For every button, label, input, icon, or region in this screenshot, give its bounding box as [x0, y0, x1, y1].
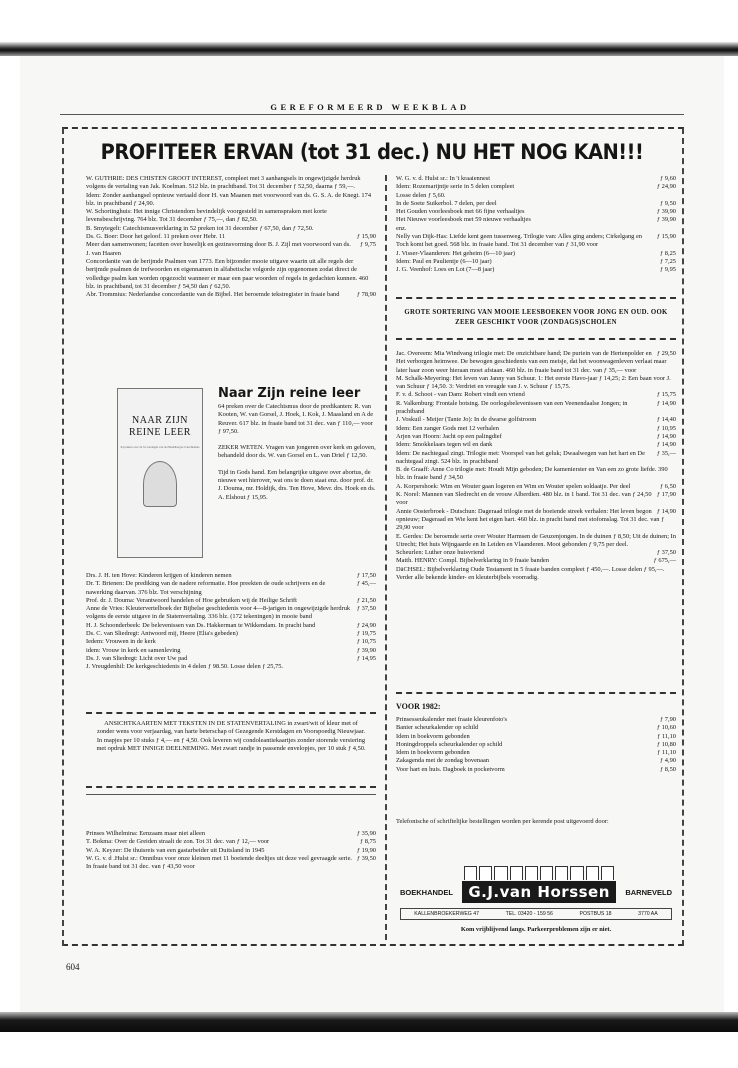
item-price: ƒ 39,90 [656, 216, 676, 224]
list-item [396, 391, 676, 399]
item-price: ƒ 39,90 [656, 208, 676, 216]
item-text: Idem: Smokkelaars tegen wil en dank [396, 441, 493, 449]
item-text: Idem: Rozemarijntje serie in 5 delen compleet [396, 183, 515, 191]
item-text: Zakagenda met de zondag bovenaan [396, 757, 489, 765]
scan-edge-top [0, 42, 738, 56]
item-price: ƒ 37,50 [356, 605, 376, 613]
item-price: ƒ 8,75 [360, 838, 376, 846]
book-cover-illustration [143, 461, 177, 507]
voor-rule [396, 692, 676, 696]
voor-list [396, 716, 676, 774]
logo-city: BARNEVELD [625, 887, 672, 897]
item-price: ƒ 9,95 [660, 266, 676, 274]
list-item [396, 450, 676, 467]
item-text: Idem in boekvorm gebonden [396, 749, 470, 757]
list-item: DäCHSEL: Bijbelverklaring Oude Testament in 5 fraaie banden compleet ƒ 450,—. Losse delen ƒ 95,—. [396, 565, 665, 573]
item-price: ƒ 17,90 [656, 491, 676, 499]
cards-box-top [86, 712, 376, 716]
item-text: Idem: Een zanger Gods met 12 verhalen [396, 424, 499, 432]
right-top-list [396, 175, 676, 275]
list-item [86, 622, 376, 630]
list-item: E. Gerdes: De beroemde serie over Wouter Harmsen de Geuzenjongen. In de duinen ƒ 8,50; Uit de duinen; In Utrecht; Het huis Wijngaarde en In Leiden en Vlaanderen. Mooi gebonden ƒ 9,75 per deel. [396, 532, 676, 548]
list-item: Verder alle bekende kinder- en kleuterbijbels voorradig. [396, 574, 539, 582]
left-bottom-list [86, 830, 376, 871]
list-item: W. Schortinghuis: Het innige Christendom bevindelijk voorgesteld in samenspraken met korte levensbeschrijving. 764 blz. Tot 31 december ƒ 75,—, dan ƒ 82,50. [86, 208, 327, 224]
list-item: Concordantie van de berijmde Psalmen van 1773. Een bijzonder mooie uitgave waarin uit alle regels der berijmde psalmen de trefwoorden en eigennamen in alfabetische volgorde zijn opgenomen zodat direct de volledige psalm kan worden opgezocht wanneer er maar een paar woorden of regels in gedachten kunnen. 460 blz. in prachtband, tot 31 december ƒ 54,50 dan ƒ 62,50. [86, 257, 369, 290]
item-price: ƒ 14,40 [656, 416, 676, 424]
item-price: ƒ 19,75 [356, 630, 376, 638]
list-item [86, 291, 376, 299]
list-item [396, 400, 676, 417]
list-item [86, 572, 376, 580]
item-text: Idem in boekvorm gebonden [396, 732, 470, 740]
item-price: ƒ 39,50 [356, 854, 376, 862]
item-price: ƒ 10,95 [656, 424, 676, 432]
list-item [86, 605, 376, 622]
book-title: Naar Zijn reine leer [218, 386, 361, 401]
item-text: Het Gouden voorleesboek met 66 fijne verhaaltjes [396, 208, 525, 216]
item-price: ƒ 9,60 [660, 175, 676, 182]
list-item: M. Schalk-Meyering: Het leven van Janny van Schuur. 1: Het eerste Havo-jaar ƒ 14,25; 2: Een baan voor J. van Schuur ƒ 14,50. 3: Verdriet en vreugde van J. v. Schuur ƒ 15,75. [396, 374, 671, 391]
item-price: ƒ 11,10 [657, 749, 676, 757]
list-item [396, 208, 676, 216]
list-item [396, 216, 676, 224]
list-item [396, 425, 676, 433]
left-top-list [86, 175, 376, 299]
column-divider [385, 175, 388, 940]
item-price: ƒ 8,50 [660, 765, 676, 773]
cards-box-text: ANSICHTKAARTEN MET TEKSTEN IN DE STATENVERTALING in zwart/wit of kleur met of zonder wens voor verjaardag, van harte beterschap of Gezegende Kerstdagen en Voorspoedig Nieuwjaar. In mapjes per 10 stuks ƒ 4,— en ƒ 4,50. Ook leveren wij condoleantiekaartjes zonder storende versiering met opdruk MET INNIGE DEELNEMING. Met zwart randje in passende envelopjes, per 10 stuk ƒ 4,50. [96, 720, 366, 753]
item-text: Ds. J. van Sliedregt: Licht over Uw pad [86, 654, 188, 662]
list-item [86, 647, 376, 655]
list-item [86, 655, 376, 663]
book-cover-subtitle: 64 preken over de 52 zondagen van de Heidelbergse Catechismus [120, 445, 200, 449]
list-item [396, 757, 676, 765]
header-rule [60, 114, 684, 115]
list-item [86, 233, 376, 241]
item-price: ƒ 45,— [356, 580, 376, 588]
item-text: J. G. Veenhof: Loes en Lot (7—8 jaar) [396, 266, 495, 274]
border-top [62, 127, 684, 131]
item-price: ƒ 19,90 [356, 846, 376, 854]
list-item [396, 433, 676, 441]
list-item [396, 749, 676, 757]
list-item [396, 441, 676, 449]
list-item [396, 741, 676, 749]
item-text: Matth. HENRY: Compl. Bijbelverklaring in 9 fraaie banden [396, 557, 549, 565]
address-postcode: 3770 AA [638, 911, 658, 917]
item-price: ƒ 24,90 [356, 621, 376, 629]
right-mid-list [396, 350, 676, 582]
item-text: Abr. Trommius: Nederlandse concordantie van de Bijbel. Het beroemde tekstregister in fraaie band [86, 291, 340, 299]
item-text: Anne de Vries: Kleutervertelboek der Bijbelse geschiedenis voor 4—8-jarigen in ongewijzigde herdruk volgens de eerste uitgave in de Statenvertaling. 336 blz. (172 tekeningen) in mooie band [86, 605, 351, 621]
item-text: F. v. d. Schoot - van Dam: Robert vindt een vriend [396, 391, 525, 399]
item-text: J. Visser-Vlaanderen: Het geheim (6—10 jaar) [396, 249, 515, 257]
item-text: Scheurlen: Luther onze huisvriend [396, 549, 485, 557]
item-price: ƒ 9,75 [360, 241, 376, 249]
item-text: Dr. T. Brienen: De prediking van de nadere reformatie. Hoe preekten de oude schrijvers en de nawerking daarvan. 376 blz. Tot verschijning [86, 580, 326, 596]
page-number: 604 [66, 962, 80, 972]
list-item [396, 266, 676, 274]
parking-note: Kom vrijblijvend langs. Parkeerproblemen zijn er niet. [460, 926, 612, 933]
item-price: ƒ 24,90 [656, 183, 676, 191]
item-price: ƒ 8,25 [660, 249, 676, 257]
item-price: ƒ 35,— [656, 449, 676, 457]
list-item: Losse delen ƒ 5,60. [396, 191, 446, 199]
list-item [396, 508, 676, 533]
list-item [86, 638, 376, 646]
list-item [86, 847, 376, 855]
bookshop-logo [400, 866, 672, 936]
item-text: In de Soete Suikerbol. 7 delen, per deel [396, 199, 497, 207]
list-item: enz. [396, 224, 407, 232]
item-price: ƒ 21,50 [356, 596, 376, 604]
item-price: ƒ 15,75 [656, 391, 676, 399]
item-text: R. Valkenburg: Frontale botsing. De oorlogsbelevenissen van een Veenendaalse Jongen; in prachtband [396, 399, 628, 416]
item-text: Het Nieuwe voorleesboek met 59 nieuwe verhaaltjes [396, 216, 531, 224]
list-item [396, 557, 676, 565]
list-item [396, 483, 676, 491]
list-item [396, 549, 676, 557]
voor-title: VOOR 1982: [396, 702, 441, 711]
phone-note: Telefonische of schriftelijke bestellingen worden per kerende post uitgevoerd door: [396, 818, 609, 825]
item-price: ƒ 14,90 [656, 441, 676, 449]
list-item: Idem: Zonder aanhangsel opnieuw vertaald door H. van Maanen met voorwoord van ds. G. S. A. de Knegt. 174 blz. in prachtband ƒ 24,90. [86, 191, 372, 207]
item-price: ƒ 11,10 [657, 732, 676, 740]
item-text: Annie Oosterbroek - Dutschun: Dageraad trilogie met de boeiende streek verhalen: Het leven begon opnieuw; Dageraad en Wie kent het eigen hart. 460 blz. in pracht band met stofomslag. Tot 31 dec. van ƒ 29,90 voor [396, 507, 665, 532]
item-text: Nelly van Dijk-Has: Liefde kent geen tussenweg. Trilogie van: Alles ging anders; Cirkelgang en Toch komt het goed. 568 blz. in fraaie band. Tot 31 december van ƒ 31,90 voor [396, 233, 642, 249]
item-text: Banier scheurkalender op schild [396, 724, 479, 732]
item-text: Ds. C. van Sliedregt: Antwoord mij, Heere (Elia's gebeden) [86, 630, 238, 638]
list-item: B. de Graaff: Anne Co trilogie met: Houdt Mijn geboden; De kamenierster en Van een zo grote liefde. 390 blz. in fraaie band ƒ 34,50 [396, 466, 668, 482]
book-cover-title: NAAR ZIJN REINE LEER [129, 415, 191, 438]
list-item [396, 250, 676, 258]
border-left [62, 128, 65, 946]
item-text: Meer dan samenwonen; facetten over huwelijk en gezinsvorming door B. J. Zijl met voorwoord van ds. J. van Haaren [86, 241, 351, 257]
item-text: T. Bokma: Over de Greiden straalt de zon. Tot 31 dec. van ƒ 12,— voor [86, 838, 270, 846]
item-text: W. G. v. d. Hulst sr.: In 't kraaiennest [396, 175, 491, 182]
item-price: ƒ 10,60 [656, 724, 676, 732]
list-item [396, 724, 676, 732]
item-text: Iedem: Vrouwen in de kerk [86, 638, 156, 646]
list-item [396, 183, 676, 191]
scan-edge-bottom [0, 1012, 738, 1032]
item-text: A. Korpershoek: Wim en Wouter gaan logeren en Wim en Wouter spelen soldaatje. Per deel [396, 482, 631, 490]
sort-box-bottom [396, 338, 676, 342]
book-description: 64 preken over de Catechismus door de predikanten: R. van Kooten, W. van Gorsel, J. Hoek, I. Kok, J. Maasland en A de Reuver. 617 blz. in fraaie band tot 31 dec. van ƒ 110,— voor ƒ 97,50. [218, 403, 374, 435]
list-item [86, 241, 376, 258]
running-header: GEREFORMEERD WEEKBLAD [270, 102, 470, 112]
sort-box-text: GROTE SORTERING VAN MOOIE LEESBOEKEN VOOR JONG EN OUD. OOK ZEER GESCHIKT VOOR (ZONDAGS)SCHOLEN [404, 309, 668, 326]
item-text: Jac. Overeem: Mia Windvang trilogie met: De onzichtbare hand; De puriein van de Hertenpolder en Het verborgen heimwee. De bewogen geschiedenis van een meisje, dat het woonwagenleven verlaat maar later haar zoon weer hieraan moet afstaan. 460 blz. in fraaie band tot 31 dec. van ƒ 35,— voor [396, 350, 667, 374]
list-item [396, 716, 676, 724]
address-postbus: POSTBUS 18 [579, 911, 612, 917]
item-price: ƒ 15,90 [656, 233, 676, 241]
item-text: W. G. v. d .Hulst sr.: Omnibus voor onze kleinen met 11 boeiende deeltjes uit deze veel gevraagde serie. In fraaie band tot 31 dec. van ƒ 43,50 voor [86, 854, 353, 871]
list-item: B. Smytegelt: Catechismusverklaring in 52 preken tot 31 december ƒ 67,50, dan ƒ 72,50. [86, 224, 314, 232]
item-price: ƒ 78,90 [356, 291, 376, 299]
item-text: H. J. Schoonderbeek: De belevenissen van Ds. Hakkerman te Wikkendam. In pracht band [86, 621, 316, 629]
item-price: ƒ 10,80 [656, 740, 676, 748]
address-phone: TEL. 03420 - 159 56 [505, 911, 553, 917]
item-text: Prinsesseukalender met fraaie kleurenfoto's [396, 716, 507, 723]
item-text: K. Norel: Mannen van Sledrecht en de vrouw Alberdien. 480 blz. in 1 band. Tot 31 dec. van ƒ 24,50 voor [396, 491, 652, 507]
sort-box-top [396, 297, 676, 301]
item-text: idem: Vrouw in kerk en samenleving [86, 646, 181, 654]
item-price: ƒ 7,90 [660, 716, 676, 723]
list-item [86, 838, 376, 846]
item-text: Ds. G. Boer: Door het geloof. 11 preken over Hebr. 11 [86, 233, 226, 241]
item-price: ƒ 35,90 [356, 830, 376, 837]
book-item-tijd: Tijd in Gods hand. Een belangrijke uitgave over abortus, de nieuwe wet hierover, wat ons te doen staat enz. door prof. dr. J. Douma, mr. Holdijk, drs. Ten Hove, Mevr. drs. Hoek en ds. A. Elshout ƒ 15,95. [218, 468, 376, 501]
list-item [396, 233, 676, 250]
item-text: J. Voskuil - Meijer (Tante Jo): In de dwarse golfstroom [396, 416, 537, 424]
item-price: ƒ 39,90 [356, 646, 376, 654]
book-feature [218, 386, 376, 502]
list-item [86, 597, 376, 605]
item-price: ƒ 9,50 [660, 199, 676, 207]
item-text: Voor hart en huis. Dagboek in pocketvorm [396, 765, 505, 773]
item-price: ƒ 14,95 [356, 654, 376, 662]
list-item [86, 580, 376, 597]
cards-box-bottom [86, 786, 376, 790]
border-bottom [62, 944, 684, 948]
logo-address-bar [400, 908, 672, 920]
item-text: Prinses Wilhelmina: Eenzaam maar niet alleen [86, 830, 206, 837]
book-item-zeker-weten: ZEKER WETEN. Vragen van jongeren over kerk en geloven, behandeld door ds. W. van Gorsel en L. van Driel ƒ 12,50. [218, 444, 376, 460]
item-text: Idem: De nachtegaal zingt. Trilogie met: Voorspel van het geluk; Dwaalwegen van het hart en De nachtegaal zingt. 524 blz. in prachtband [396, 449, 645, 465]
books-icon [464, 866, 614, 880]
item-price: ƒ 15,90 [356, 233, 376, 241]
list-item: J. Vreugdenhil: De kerkgeschiedenis in 4 delen ƒ 98.50. Losse delen ƒ 25,75. [86, 663, 284, 671]
left-mid-list [86, 572, 376, 672]
list-item [86, 855, 376, 872]
item-price: ƒ 14,90 [656, 507, 676, 515]
list-item [86, 630, 376, 638]
item-text: Arjen van Hoorn: Jacht op een palingdief [396, 432, 502, 440]
left-rule [86, 794, 376, 795]
item-text: Idem: Paul en Paulientje (6—10 jaar) [396, 257, 492, 265]
top-background [0, 0, 738, 44]
item-text: Prof. dr. J. Douma: Verantwoord handelen of Hoe gebruiken wij de Heilige Schrift [86, 596, 297, 604]
list-item: W. GUTHRIE: DES CHISTEN GROOT INTEREST, compleet met 3 aanhangsels in ongewijzigde herdruk volgens de vertaling van Jak. Koelman. 512 blz. in prachtband. Tot 31 december ƒ 52,50, daarna ƒ 59,—. [86, 175, 361, 191]
border-right [682, 128, 685, 946]
item-price: ƒ 675,— [653, 557, 676, 565]
item-price: ƒ 7,25 [660, 257, 676, 265]
list-item [396, 350, 676, 375]
list-item [396, 491, 676, 508]
item-price: ƒ 10,75 [356, 638, 376, 646]
item-price: ƒ 4,90 [660, 757, 676, 765]
list-item [396, 733, 676, 741]
item-price: ƒ 17,50 [356, 572, 376, 579]
list-item [396, 258, 676, 266]
list-item [396, 175, 676, 183]
item-price: ƒ 14,90 [656, 399, 676, 407]
list-item [396, 416, 676, 424]
item-price: ƒ 6,50 [660, 482, 676, 490]
headline: PROFITEER ERVAN (tot 31 dec.) NU HET NOG KAN!!! [100, 140, 644, 164]
item-text: W. A. Keyzer: De thuisreis van een gastarbeider uit Duitsland in 1945 [86, 846, 265, 854]
address-street: KALLENBROEKERWEG 47 [414, 911, 480, 917]
logo-boekhandel: BOEKHANDEL [400, 887, 453, 897]
book-cover [117, 388, 203, 558]
list-item [396, 200, 676, 208]
logo-name: G.J.van Horssen [462, 881, 616, 903]
list-item [86, 830, 376, 838]
item-price: ƒ 14,90 [656, 432, 676, 440]
item-text: Honingdroppels scheurkalender op schild [396, 740, 503, 748]
item-price: ƒ 29,50 [656, 350, 676, 357]
list-item [396, 766, 676, 774]
item-text: Drs. J. H. ten Hove: Kinderen krijgen of kinderen nemen [86, 572, 232, 579]
item-price: ƒ 37,50 [656, 549, 676, 557]
